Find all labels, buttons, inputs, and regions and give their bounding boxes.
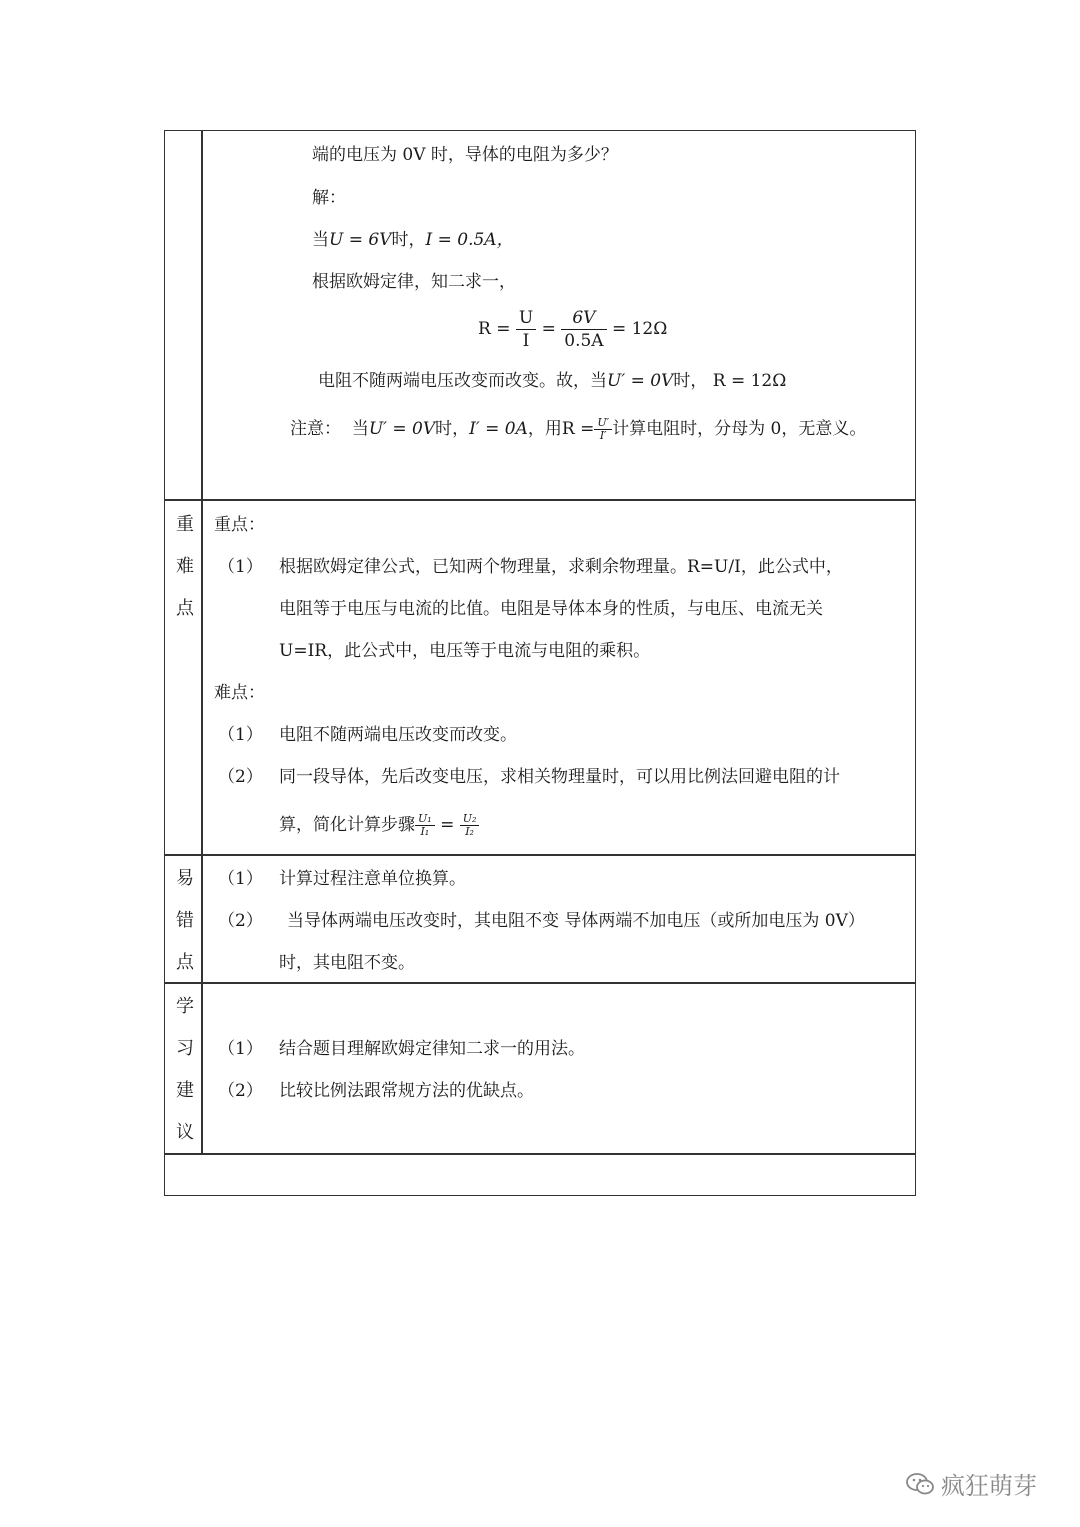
difficult-point-text: 同一段导体，先后改变电压，求相关物理量时，可以用比例法回避电阻的计 [279, 767, 840, 787]
row-label-char: 建 [176, 1080, 194, 1101]
advice-text: 比较比例法跟常规方法的优缺点。 [279, 1081, 534, 1101]
text: 时， [435, 419, 470, 439]
lesson-table [164, 130, 916, 1196]
formula-result: = 12Ω [611, 319, 668, 339]
item-number: （1） [218, 557, 263, 577]
note-line [290, 410, 866, 448]
wechat-icon [905, 1472, 935, 1496]
text: 时， [391, 230, 426, 250]
item-number: （2） [218, 767, 263, 787]
key-point-text: U=IR，此公式中，电压等于电流与电阻的乘积。 [279, 641, 651, 661]
item-number: （2） [218, 911, 263, 931]
row-divider [164, 982, 916, 984]
item-number: （1） [218, 869, 263, 889]
watermark-text: 疯狂萌芽 [941, 1472, 1037, 1500]
watermark [905, 1466, 1037, 1501]
column-divider [201, 130, 203, 1153]
math-zero-current: I′ = 0A [469, 419, 528, 439]
error-point-text: 计算过程注意单位换算。 [279, 869, 466, 889]
difficult-point-text: 电阻不随两端电压改变而改变。 [279, 725, 517, 745]
denominator: I′ [599, 429, 607, 442]
denominator: I [522, 331, 530, 351]
fraction-u2-over-i2 [460, 813, 480, 838]
law-statement: 根据欧姆定律，知二求一， [312, 272, 516, 292]
numerator: U₁ [415, 813, 435, 826]
math-zero-voltage: U′ = 0V [607, 371, 674, 391]
difficult-point-text [279, 803, 479, 847]
problem-text: 端的电压为 0V 时，导体的电阻为多少？ [312, 145, 618, 165]
row-label-char: 易 [176, 868, 194, 889]
equals-sign: = [541, 319, 556, 339]
note-label: 注意： [290, 419, 341, 439]
row-divider [164, 499, 916, 501]
row-label-char: 习 [176, 1038, 194, 1059]
row-label-char: 学 [176, 996, 194, 1017]
numerator: U′ [594, 417, 612, 430]
fraction-u-over-i [516, 307, 536, 352]
error-point-text: 时，其电阻不变。 [279, 953, 415, 973]
math-zero-voltage: U′ = 0V [368, 419, 436, 439]
solution-label: 解： [312, 188, 346, 208]
math-resistance: R = 12Ω [712, 371, 787, 391]
error-point-text: 当导体两端电压改变时，其电阻不变 导体两端不加电压（或所加电压为 0V） [287, 911, 865, 931]
text: 时， [673, 371, 708, 391]
text: 计算电阻时，分母为 0，无意义。 [612, 419, 867, 439]
denominator: 0.5A [564, 331, 604, 351]
resistance-conclusion [318, 371, 786, 391]
given-values [312, 230, 514, 250]
text: ，用R = [527, 419, 595, 439]
fraction-u1-over-i1 [415, 813, 435, 838]
text: 当 [312, 230, 329, 250]
numerator: U₂ [460, 813, 480, 826]
key-point-text: 电阻等于电压与电流的比值。电阻是导体本身的性质，与电压、电流无关 [279, 599, 823, 619]
item-number: （1） [218, 725, 263, 745]
item-number: （2） [218, 1081, 263, 1101]
row-divider [164, 1153, 916, 1155]
row-label-char: 点 [176, 598, 194, 619]
row-divider [164, 854, 916, 856]
text: 算，简化计算步骤 [279, 815, 415, 835]
math-voltage: U = 6V [329, 230, 392, 250]
text: 当 [351, 419, 369, 439]
numerator: U [516, 307, 536, 330]
heading-key-points: 重点： [214, 515, 265, 535]
text: 电阻不随两端电压改变而改变。故，当 [318, 371, 607, 391]
advice-text: 结合题目理解欧姆定律知二求一的用法。 [279, 1039, 585, 1059]
denominator: I₂ [465, 825, 474, 838]
denominator: I₁ [420, 825, 430, 838]
fraction-values [561, 307, 606, 352]
row-label-char: 错 [176, 910, 194, 931]
math-current: I = 0.5A， [425, 230, 514, 250]
item-number: （1） [218, 1039, 263, 1059]
heading-difficult-points: 难点： [214, 683, 265, 703]
key-point-text: 根据欧姆定律公式，已知两个物理量，求剩余物理量。R=U/I，此公式中， [279, 557, 843, 577]
row-label-char: 点 [176, 952, 194, 973]
formula-lhs: R = [478, 319, 511, 339]
fraction-u-over-i-prime [594, 417, 612, 442]
equals-sign: = [440, 815, 455, 835]
row-label-char: 重 [176, 514, 194, 535]
row-label-char: 议 [176, 1122, 194, 1143]
numerator: 6V [561, 307, 606, 330]
resistance-formula [478, 305, 667, 353]
row-label-char: 难 [176, 556, 194, 577]
